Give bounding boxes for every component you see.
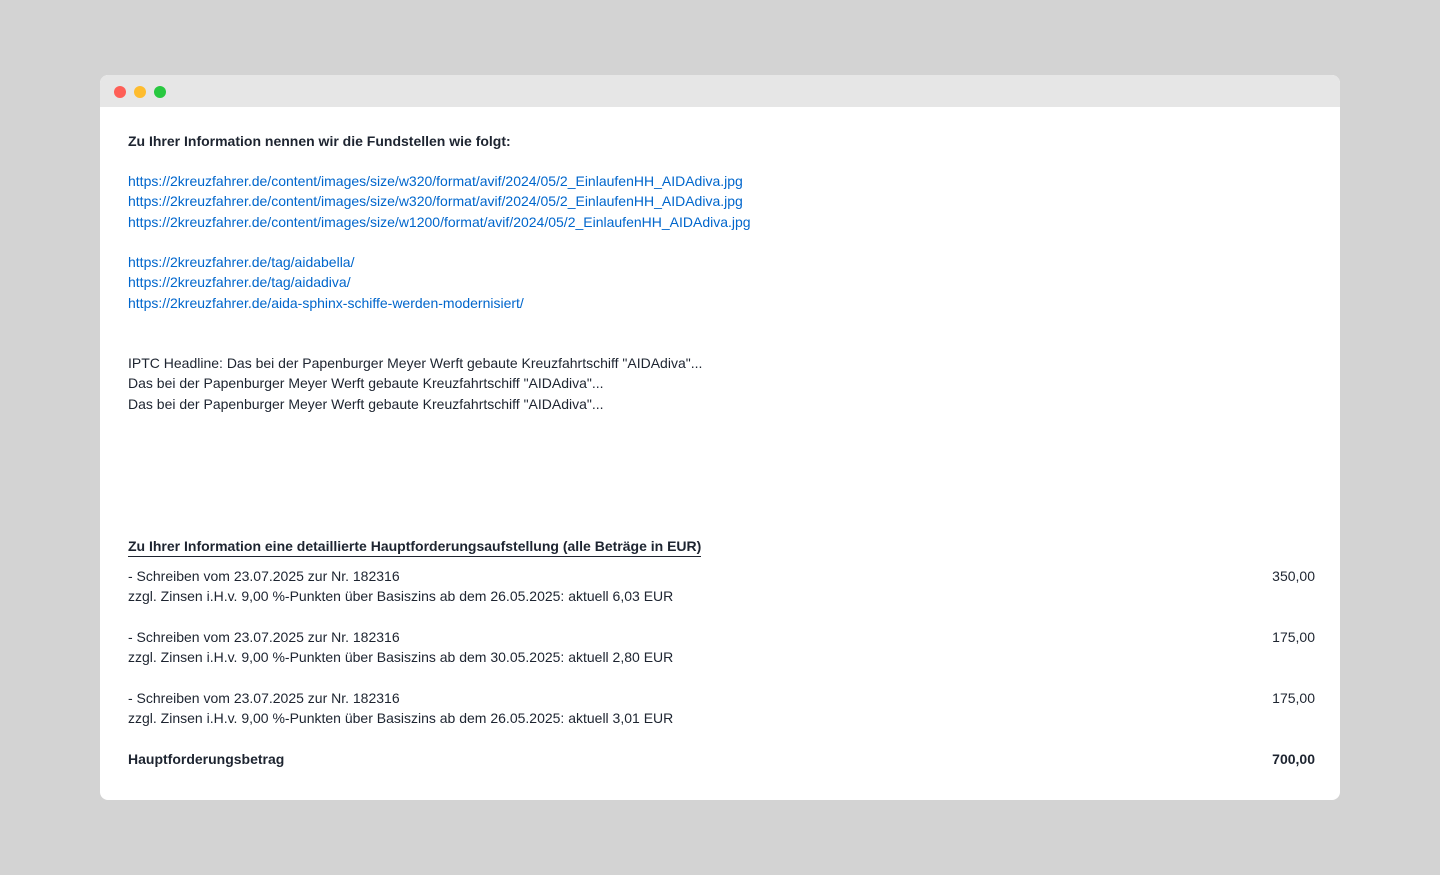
claim-item [128,566,1315,607]
image-link-list [128,171,751,232]
claim-item [128,688,1315,729]
iptc-headline: IPTC Headline: Das bei der Papenburger Meyer Werft gebaute Kreuzfahrtschiff "AIDAdiva"... [128,355,703,371]
page-link[interactable]: https://2kreuzfahrer.de/tag/aidabella/ [128,254,355,270]
page-link[interactable]: https://2kreuzfahrer.de/tag/aidadiva/ [128,274,351,291]
window-titlebar [100,75,1340,107]
total-row [128,749,1315,769]
claim-amount: 175,00 [1272,690,1315,706]
iptc-line: Das bei der Papenburger Meyer Werft gebaute Kreuzfahrtschiff "AIDAdiva"... [128,395,604,412]
link-item [128,171,751,191]
link-item [128,272,524,292]
claim-letter: - Schreiben vom 23.07.2025 zur Nr. 182316 [128,568,400,584]
close-window-button[interactable] [114,86,126,98]
page-link[interactable]: https://2kreuzfahrer.de/aida-sphinx-schiffe-werden-modernisiert/ [128,294,524,311]
link-item [128,293,524,313]
claim-letter: - Schreiben vom 23.07.2025 zur Nr. 182316 [128,629,400,645]
claim-row [128,627,1315,647]
iptc-line: Das bei der Papenburger Meyer Werft gebaute Kreuzfahrtschiff "AIDAdiva"... [128,375,604,392]
link-item [128,191,751,211]
claim-row [128,688,1315,708]
link-item [128,252,524,272]
claim-interest: zzgl. Zinsen i.H.v. 9,00 %-Punkten über Basiszins ab dem 26.05.2025: aktuell 6,03 EUR [128,588,674,605]
claims-heading: Zu Ihrer Information eine detaillierte Hauptforderungsaufstellung (alle Beträge in EUR) [128,536,701,557]
claim-amount: 175,00 [1272,629,1315,645]
total-amount: 700,00 [1272,751,1315,767]
document-window [100,75,1340,800]
minimize-window-button[interactable] [134,86,146,98]
claim-item [128,627,1315,668]
total-label: Hauptforderungsbetrag [128,751,285,767]
image-link[interactable]: https://2kreuzfahrer.de/content/images/size/w320/format/avif/2024/05/2_EinlaufenHH_AIDAdiva.jpg [128,173,743,189]
page-link-list [128,252,524,313]
link-item [128,212,751,232]
maximize-window-button[interactable] [154,86,166,98]
claim-letter: - Schreiben vom 23.07.2025 zur Nr. 182316 [128,690,400,706]
claim-interest: zzgl. Zinsen i.H.v. 9,00 %-Punkten über Basiszins ab dem 30.05.2025: aktuell 2,80 EUR [128,649,674,666]
image-link[interactable]: https://2kreuzfahrer.de/content/images/size/w1200/format/avif/2024/05/2_EinlaufenHH_AIDAdiva.jpg [128,213,751,230]
intro-heading: Zu Ihrer Information nennen wir die Fundstellen wie folgt: [128,133,511,149]
claim-interest: zzgl. Zinsen i.H.v. 9,00 %-Punkten über Basiszins ab dem 26.05.2025: aktuell 3,01 EUR [128,710,674,727]
claim-amount: 350,00 [1272,568,1315,584]
image-link[interactable]: https://2kreuzfahrer.de/content/images/size/w320/format/avif/2024/05/2_EinlaufenHH_AIDAdiva.jpg [128,193,743,210]
iptc-info [128,353,702,414]
claim-row [128,566,1315,586]
